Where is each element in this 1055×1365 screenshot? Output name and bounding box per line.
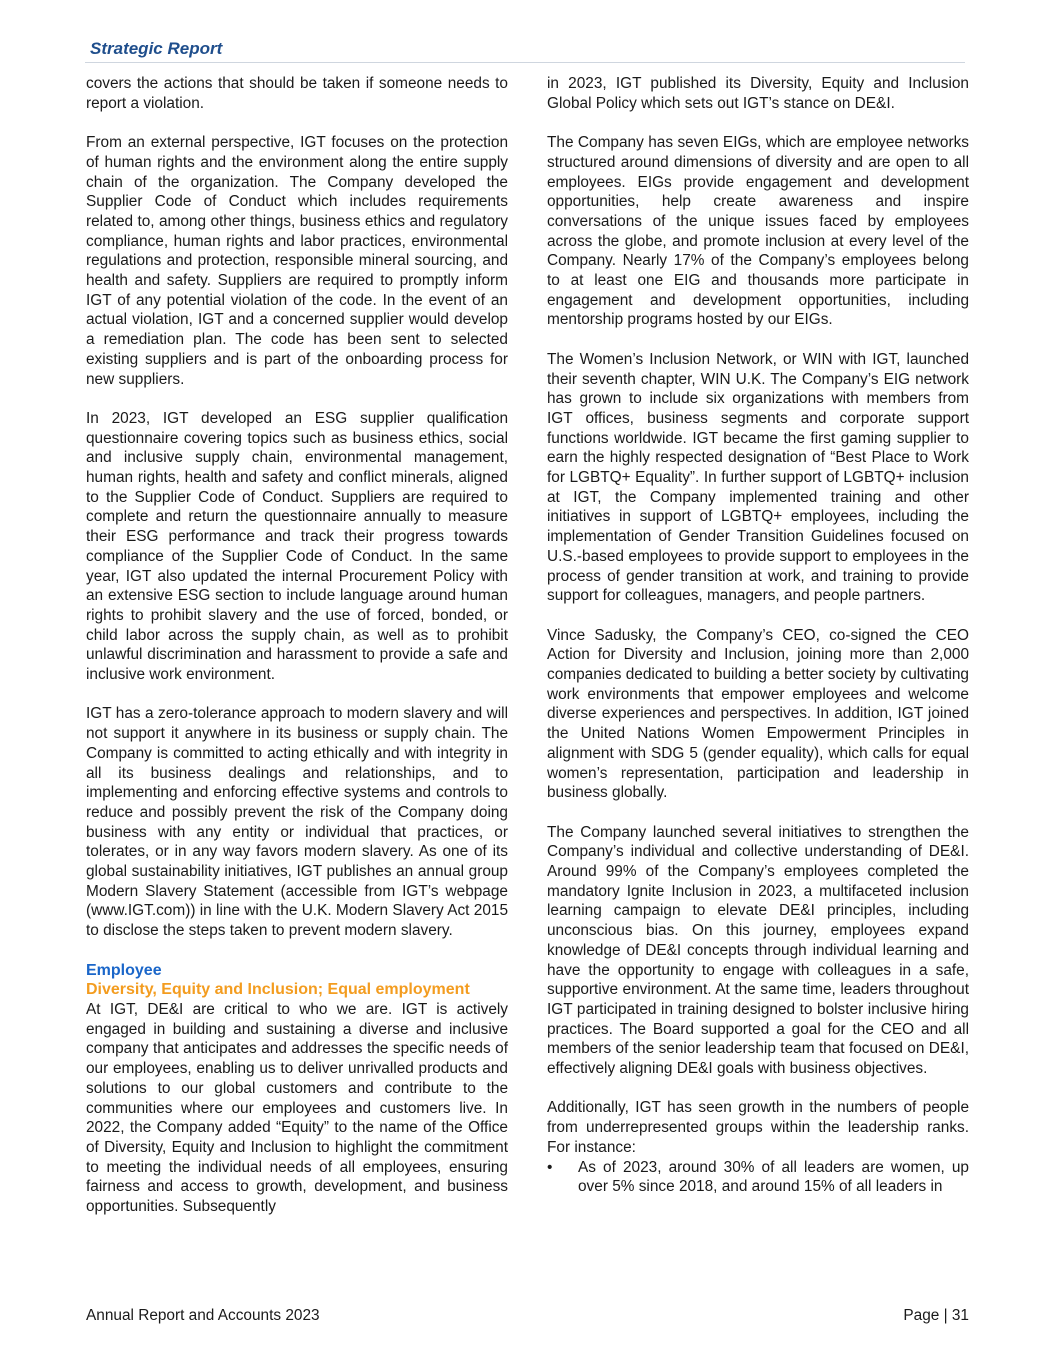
paragraph: The Women’s Inclusion Network, or WIN with IGT, launched their seventh chapter, WIN U.K. The Company’s EIG network has grown to include six organizations with members from IGT offices, business segments and corporate support functions worldwide. IGT became the first gaming supplier to earn the highly respected designation of “Best Place to Work for LGBTQ+ Equality”. In further support of LGBTQ+ inclusion at IGT, the Company implemented training and other initiatives in support of LGBTQ+ employees, including the implementation of Gender Transition Guidelines focused on U.S.-based employees to provide support to employees in the process of gender transition at work, and training to provide support for colleagues, managers, and people partners. bbox=[547, 350, 969, 605]
left-column bbox=[86, 74, 508, 1217]
paragraph: Additionally, IGT has seen growth in the numbers of people from underrepresented groups within the leadership ranks. For instance: bbox=[547, 1099, 969, 1156]
paragraph: In 2023, IGT developed an ESG supplier qualification questionnaire covering topics such as business ethics, social and inclusive supply chain, environmental management, human rights, health and safety and conflict minerals, aligned to the Supplier Code of Conduct. Suppliers are required to complete and return the questionnaire annually to measure their ESG performance and track their progress towards compliance of the Supplier Code of Conduct. In the same year, IGT also updated the internal Procurement Policy with an extensive ESG section to include language around human rights to prohibit slavery and the use of forced, bonded, or child labor across the supply chain, as well as to prohibit unlawful discrimination and harassment to provide a safe and inclusive work environment. bbox=[86, 409, 508, 684]
footer-page-number: Page | 31 bbox=[903, 1307, 969, 1324]
bullet-marker: • bbox=[547, 1158, 553, 1176]
paragraph: At IGT, DE&I are critical to who we are. IGT is actively engaged in building and sustaining a diverse and inclusive company that anticipates and addresses the specific needs of our employees, enabling us to deliver unrivalled products and solutions to our global customers and contribute to the communities where our employees and customers live. In 2022, the Company added “Equity” to the name of the Office of Diversity, Equity and Inclusion to highlight the commitment to meeting the individual needs of all employees, ensuring fairness and access to growth, development, and business opportunities. Subsequently bbox=[86, 1000, 508, 1216]
report-section-title: Strategic Report bbox=[90, 39, 223, 58]
section-heading-employee: Employee bbox=[86, 961, 162, 979]
header-divider bbox=[85, 62, 965, 63]
paragraph: The Company has seven EIGs, which are employee networks structured around dimensions of diversity and are open to all employees. EIGs provide engagement and development opportunities, help create awareness and inspire conversations of the unique issues faced by employees across the globe, and promote inclusion at every level of the Company. Nearly 17% of the Company’s employees belong to at least one EIG and thousands more participate in engagement and development opportunities, including mentorship programs hosted by our EIGs. bbox=[547, 134, 969, 329]
list-item bbox=[547, 1158, 969, 1197]
paragraph: in 2023, IGT published its Diversity, Equity and Inclusion Global Policy which sets out IGT’s stance on DE&I. bbox=[547, 75, 969, 112]
paragraph: The Company launched several initiatives to strengthen the Company’s individual and collective understanding of DE&I. Around 99% of the Company’s employees completed the mandatory Ignite Inclusion in 2023, a multifaceted inclusion learning campaign to elevate DE&I principles, including unconscious bias. On this journey, employees expand knowledge of DE&I concepts through individual learning and have the opportunity to engage with colleagues in a safe, supportive environment. At the same time, leaders throughout IGT participated in training designed to bolster inclusive hiring practices. The Board supported a goal for the CEO and all members of the senior leadership team that focused on DE&I, effectively aligning DE&I goals with business objectives. bbox=[547, 823, 969, 1078]
subsection-heading-dei: Diversity, Equity and Inclusion; Equal employment bbox=[86, 981, 470, 999]
paragraph: IGT has a zero-tolerance approach to modern slavery and will not support it anywhere in its business or supply chain. The Company is committed to acting ethically and with integrity in all its business dealings and relationships, and to implementing and enforcing effective systems and controls to reduce and possibly prevent the risk of the Company doing business with any entity or individual that practices, or tolerates, or in any way favors modern slavery. As one of its global sustainability initiatives, IGT publishes an annual group Modern Slavery Statement (accessible from IGT’s webpage (www.IGT.com)) in line with the U.K. Modern Slavery Act 2015 to disclose the steps taken to prevent modern slavery. bbox=[86, 705, 508, 940]
paragraph: covers the actions that should be taken if someone needs to report a violation. bbox=[86, 75, 508, 112]
footer-document-title: Annual Report and Accounts 2023 bbox=[86, 1307, 320, 1324]
paragraph: From an external perspective, IGT focuses on the protection of human rights and the environment along the entire supply chain of the organization. The Company developed the Supplier Code of Conduct which includes requirements related to, among other things, business ethics and regulatory compliance, human rights and labor practices, environmental regulations and protection, responsible mineral sourcing, and health and safety. Suppliers are required to promptly inform IGT of any potential violation of the code. In the event of an actual violation, IGT and a concerned supplier would develop a remediation plan. The code has been sent to selected existing suppliers and is part of the onboarding process for new suppliers. bbox=[86, 134, 508, 388]
right-column bbox=[547, 74, 969, 1197]
list-item-text: As of 2023, around 30% of all leaders are women, up over 5% since 2018, and around 15% of all leaders in bbox=[578, 1158, 969, 1196]
paragraph: Vince Sadusky, the Company’s CEO, co-signed the CEO Action for Diversity and Inclusion, joining more than 2,000 companies dedicated to building a better society by cultivating work environments that empower employees and welcome diverse experiences and perspectives. In addition, IGT joined the United Nations Women Empowerment Principles in alignment with SDG 5 (gender equality), which calls for equal women’s representation, participation and leadership in business globally. bbox=[547, 626, 969, 802]
bullet-list bbox=[547, 1158, 969, 1197]
